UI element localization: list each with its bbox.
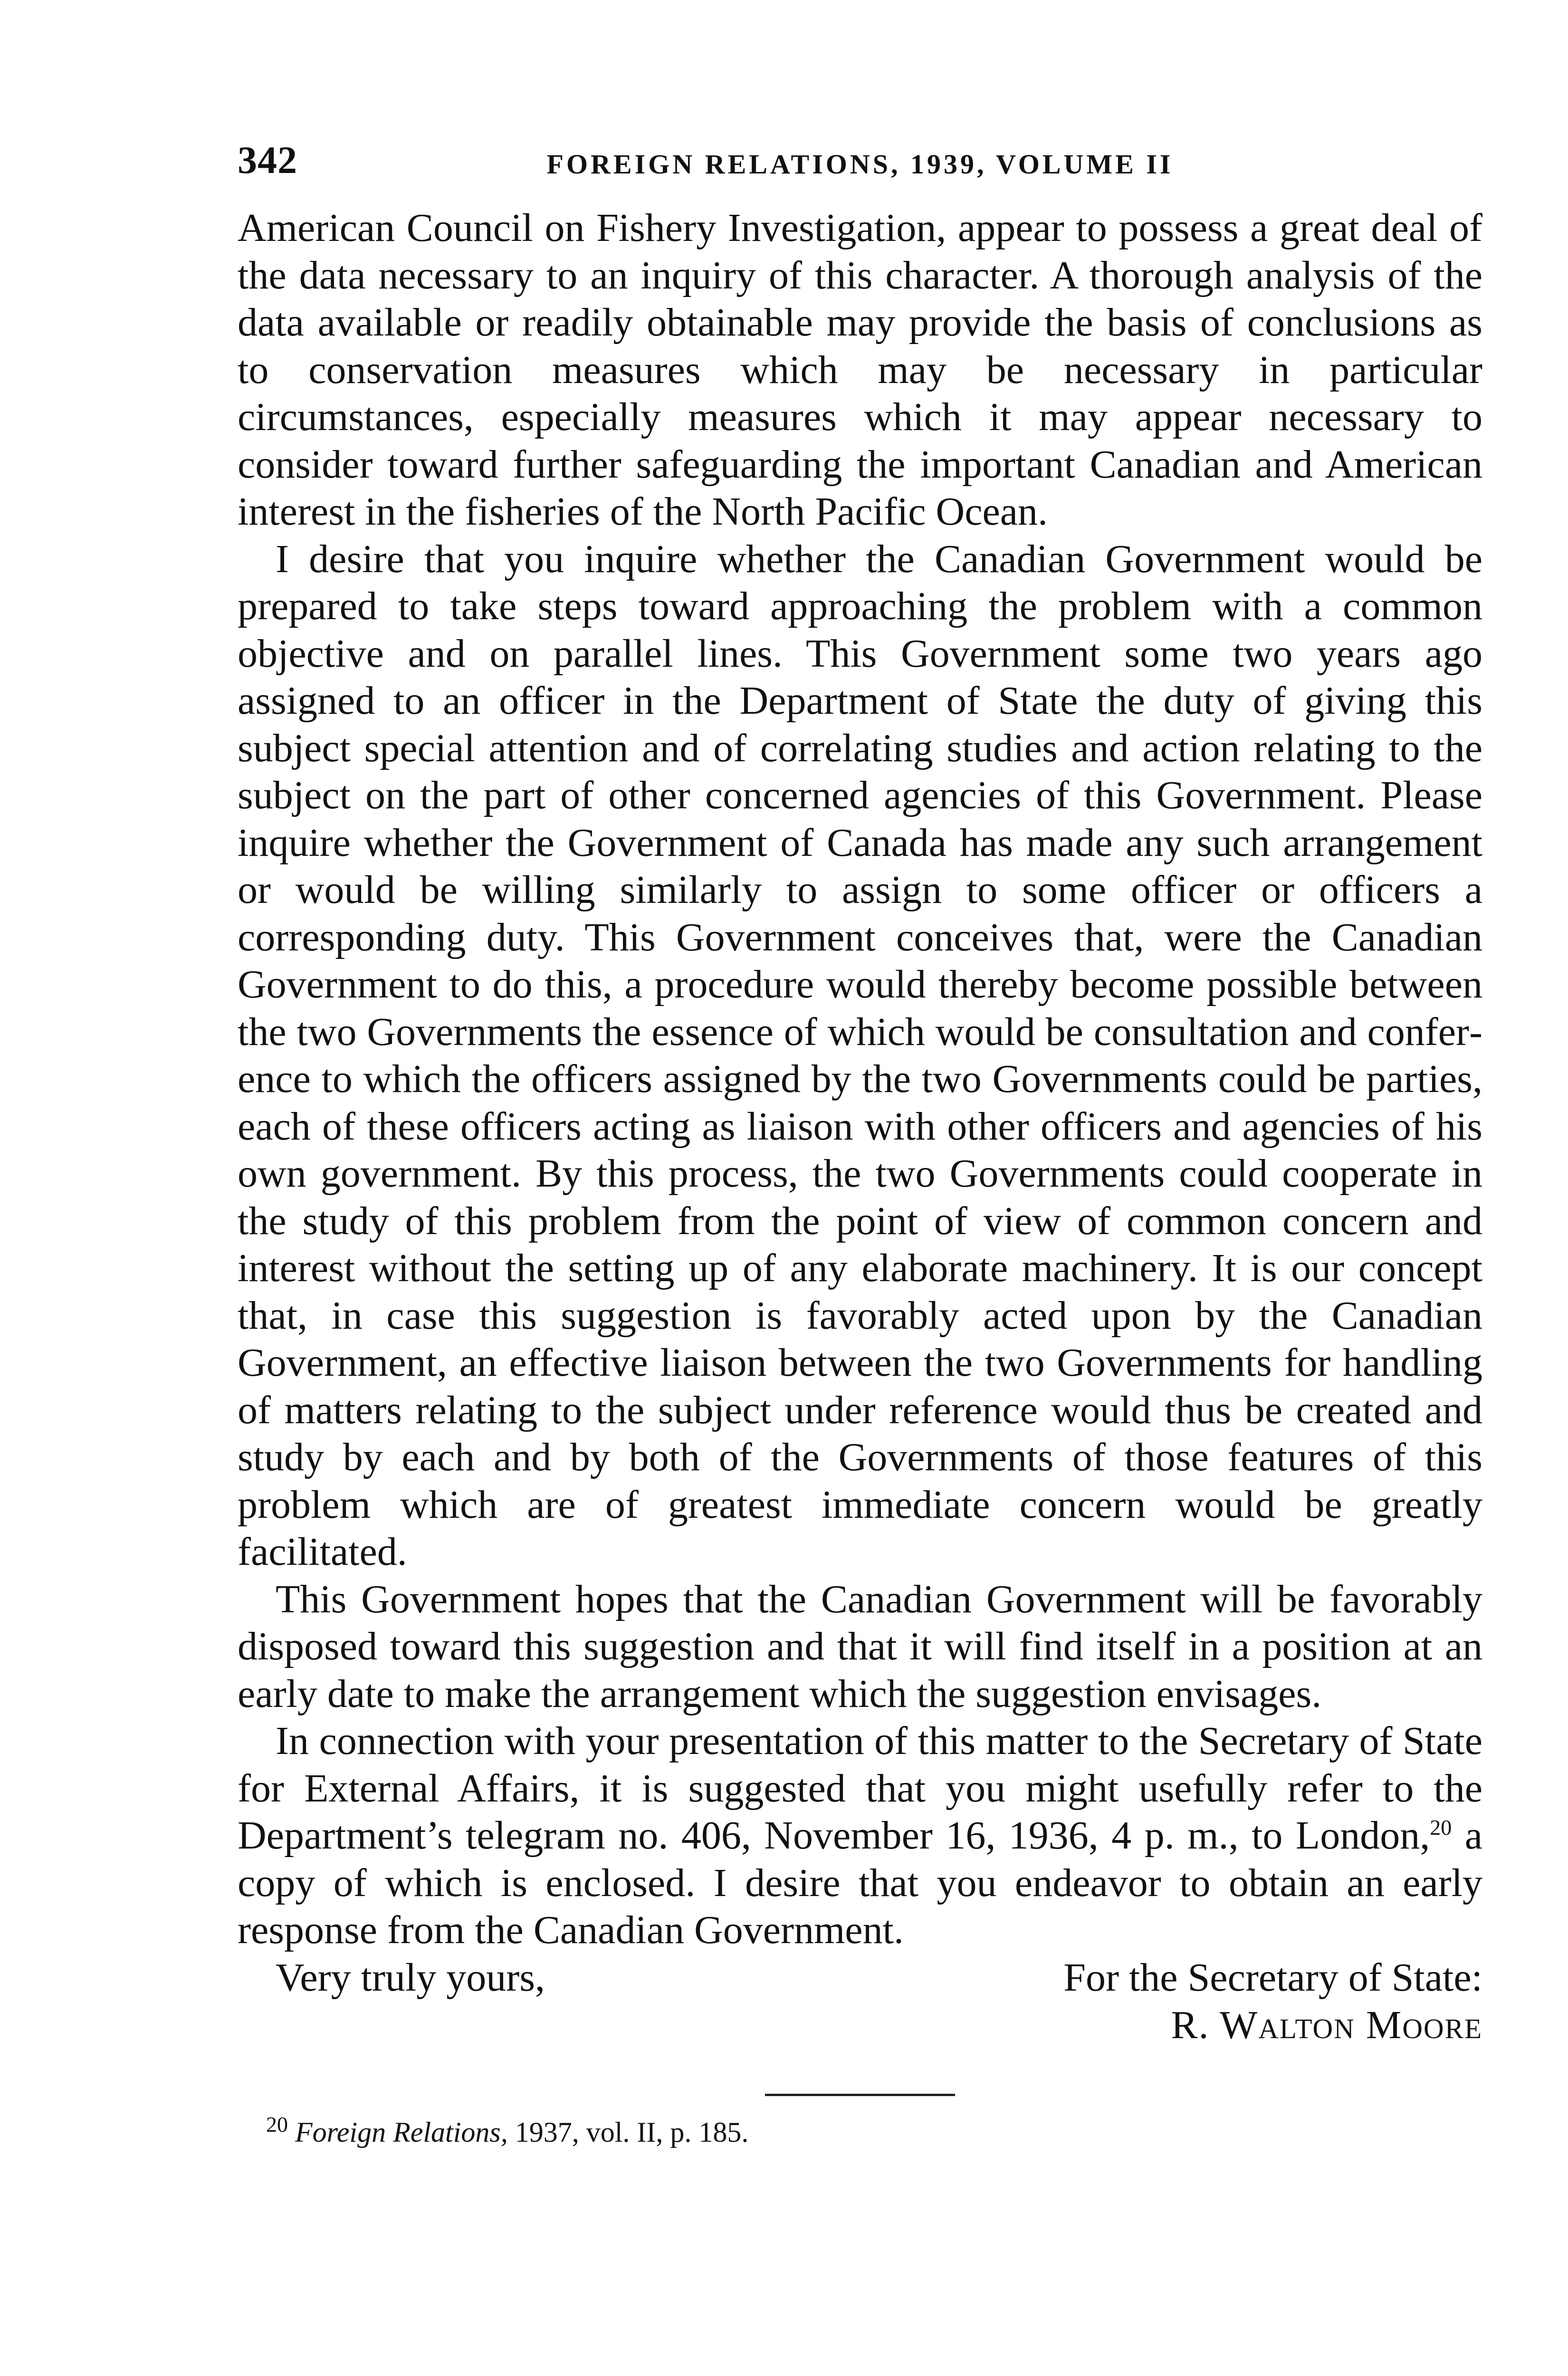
page-number: 342 [238,138,297,182]
body-paragraph-4-text-b: a copy of which is enclosed. I desire that you endeavor to obtain an early response from the Canadian Government. [238,1813,1482,1952]
body-paragraph-2: I desire that you inquire whether the Canadian Government would be prepared to take steps toward approaching the problem with a common objective and on parallel lines. This Government some two years ago assigned to an officer in the Department of State the duty of giving this subject special attention and of correlating studies and action relating to the subject on the part of other concerned agencies of this Government. Please inquire whether the Government of Canada has made any such arrangement or would be willing similarly to assign to some officer or officers a corresponding duty. This Government conceives that, were the Canadian Government to do this, a procedure would thereby become possible between the two Governments the essence of which would be consultation and conference to which the officers assigned by the two Governments could be parties, each of these officers acting as liaison with other officers and agencies of his own government. By this process, the two Governments could cooperate in the study of this problem from the point of view of common concern and interest without the setting up of any elaborate machinery. It is our concept that, in case this suggestion is favorably acted upon by the Canadian Government, an effective liaison between the two Governments for handling of matters relating to the subject under reference would thus be created and study by each and by both of the Governments of those features of this problem which are of greatest immediate concern would be greatly facilitated. [238,537,1482,1574]
footnote-reference: 20 [1430,1815,1452,1839]
footnote [266,2112,1482,2149]
body-paragraph-1: American Council on Fishery Investigation, appear to possess a great deal of the data necessary to an inquiry of this character. A thorough analysis of the data available or readily obtainable may provide the basis of conclusions as to conservation measures which may be necessary in particular circumstances, especially measures which it may appear necessary to consider toward further safeguarding the important Canadian and American interest in the fisheries of the North Pacific Ocean. [238,206,1482,534]
body-paragraph-3: This Government hopes that the Canadian Government will be favorably disposed toward this suggestion and that it will find itself in a position at an early date to make the arrangement which the suggestion envisages. [238,1577,1482,1716]
footnote-title: Foreign Relations, [295,2117,508,2148]
salutation: Very truly yours, [276,1955,545,2000]
page-header [238,128,1482,200]
for-secretary-line: For the Secretary of State: [1063,1955,1482,2000]
letter-body [238,204,1482,1954]
signature: R. Walton Moore [1171,2002,1482,2047]
footnote-citation: 1937, vol. II, p. 185. [507,2117,749,2148]
footnote-marker: 20 [266,2112,288,2136]
document-page [238,128,1482,2149]
body-paragraph-4-text-a: In connection with your presentation of this matter to the Secretary of State for External Affairs, it is suggested that you might usefully refer to the Department’s telegram no. 406, November 16, 1936, 4 p. m., to London, [238,1719,1482,1858]
footnote-divider [765,2094,955,2096]
closing-line [238,1954,1482,2002]
running-head: FOREIGN RELATIONS, 1939, VOLUME II [546,149,1174,180]
body-paragraph-4 [238,1717,1482,1954]
